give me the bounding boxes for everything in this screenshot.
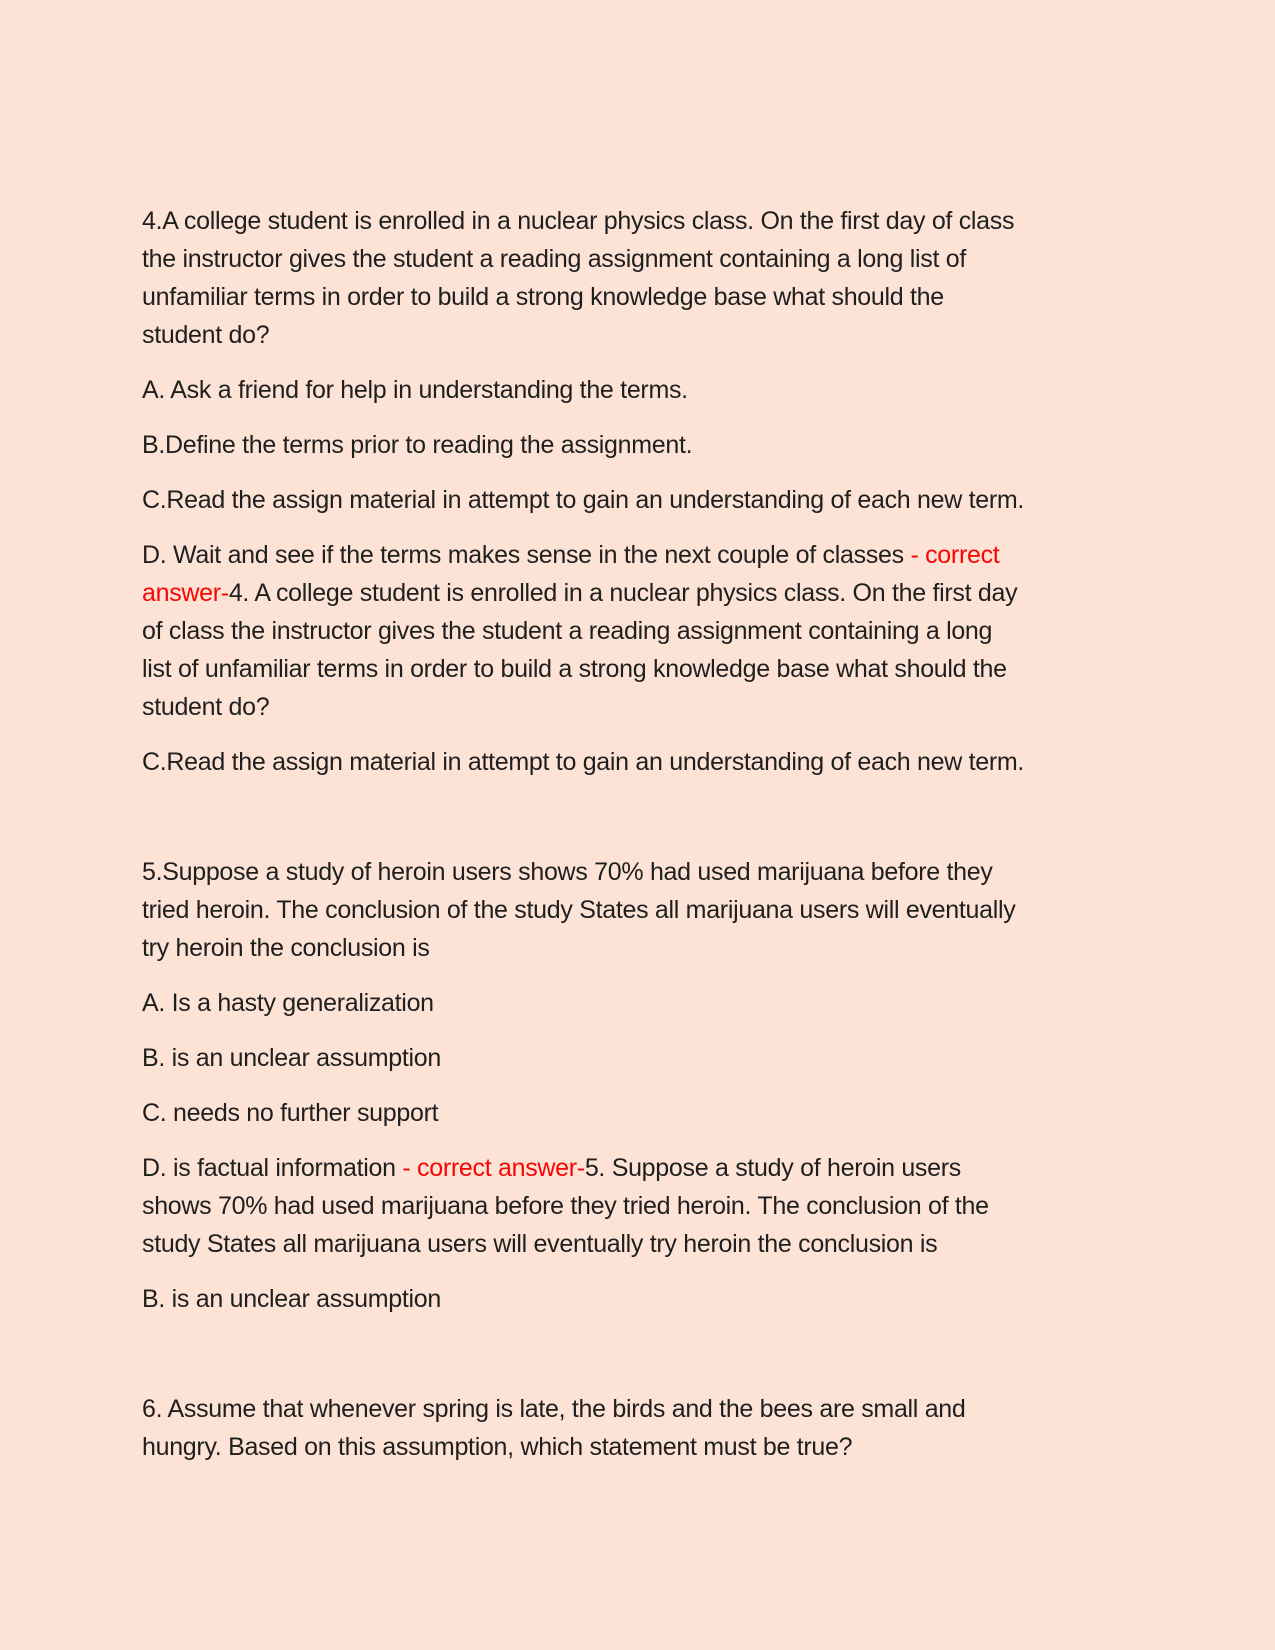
text-run: C. needs no further support <box>142 1099 439 1127</box>
text-run: B. is an unclear assumption <box>142 1285 442 1313</box>
text-run: 4.A college student is enrolled in a nuclear physics class. On the first day of class <box>142 207 1015 235</box>
text-line <box>142 743 1215 781</box>
q4-option-c <box>142 481 1215 519</box>
text-line <box>142 536 1215 574</box>
text-line <box>142 929 1215 967</box>
text-run: C.Read the assign material in attempt to gain an understanding of each new term. <box>142 748 1025 776</box>
text-run: student do? <box>142 321 270 349</box>
text-run: hungry. Based on this assumption, which statement must be true? <box>142 1433 853 1461</box>
text-line <box>142 278 1215 316</box>
text-line <box>142 426 1215 464</box>
text-run: C.Read the assign material in attempt to gain an understanding of each new term. <box>142 486 1025 514</box>
q5-option-b <box>142 1039 1215 1077</box>
correct-answer-marker: answer- <box>142 579 229 607</box>
text-run: shows 70% had used marijuana before they tried heroin. The conclusion of the <box>142 1192 989 1220</box>
text-line <box>142 1094 1215 1132</box>
q5-question <box>142 853 1215 967</box>
text-line <box>142 1280 1215 1318</box>
correct-answer-marker: - correct <box>910 541 1000 569</box>
text-run: D. Wait and see if the terms makes sense in the next couple of classes <box>142 541 911 569</box>
text-line <box>142 1149 1215 1187</box>
q6-question <box>142 1390 1215 1466</box>
text-run: tried heroin. The conclusion of the study States all marijuana users will eventually <box>142 896 1016 924</box>
text-run: try heroin the conclusion is <box>142 934 430 962</box>
text-line <box>142 891 1215 929</box>
text-line <box>142 688 1215 726</box>
text-run: list of unfamiliar terms in order to build a strong knowledge base what should the <box>142 655 1007 683</box>
text-run: student do? <box>142 693 270 721</box>
q5-option-a <box>142 984 1215 1022</box>
document-text-body <box>142 202 1215 1466</box>
text-line <box>142 984 1215 1022</box>
text-line <box>142 1428 1215 1466</box>
text-line <box>142 574 1215 612</box>
text-line <box>142 316 1215 354</box>
text-run: of class the instructor gives the student a reading assignment containing a long <box>142 617 993 645</box>
q4-option-a <box>142 371 1215 409</box>
text-line <box>142 1039 1215 1077</box>
text-run: study States all marijuana users will eventually try heroin the conclusion is <box>142 1230 938 1258</box>
text-line <box>142 650 1215 688</box>
q4-question <box>142 202 1215 354</box>
text-run: 5.Suppose a study of heroin users shows 70% had used marijuana before they <box>142 858 993 886</box>
text-line <box>142 481 1215 519</box>
q4-option-d-with-answer <box>142 536 1215 726</box>
text-line <box>142 612 1215 650</box>
text-run: unfamiliar terms in order to build a strong knowledge base what should the <box>142 283 944 311</box>
text-run: D. is factual information <box>142 1154 403 1182</box>
q5-option-d-with-answer <box>142 1149 1215 1263</box>
text-line <box>142 202 1215 240</box>
text-line <box>142 371 1215 409</box>
text-line <box>142 853 1215 891</box>
text-line <box>142 1390 1215 1428</box>
q5-correct-option-restated <box>142 1280 1215 1318</box>
blank-spacer-2 <box>142 1335 1215 1373</box>
text-run: B. is an unclear assumption <box>142 1044 442 1072</box>
q4-correct-option-restated <box>142 743 1215 781</box>
blank-spacer-1 <box>142 798 1215 836</box>
text-run: A. Ask a friend for help in understanding the terms. <box>142 376 688 404</box>
text-line <box>142 1187 1215 1225</box>
text-run: 6. Assume that whenever spring is late, the birds and the bees are small and <box>142 1395 966 1423</box>
q4-option-b <box>142 426 1215 464</box>
text-run: 4. A college student is enrolled in a nuclear physics class. On the first day <box>228 579 1018 607</box>
text-run: 5. Suppose a study of heroin users <box>584 1154 961 1182</box>
correct-answer-marker: - correct answer- <box>402 1154 585 1182</box>
text-line <box>142 240 1215 278</box>
text-run: A. Is a hasty generalization <box>142 989 434 1017</box>
text-run: the instructor gives the student a reading assignment containing a long list of <box>142 245 967 273</box>
text-run: B.Define the terms prior to reading the assignment. <box>142 431 693 459</box>
text-line <box>142 1225 1215 1263</box>
q5-option-c <box>142 1094 1215 1132</box>
